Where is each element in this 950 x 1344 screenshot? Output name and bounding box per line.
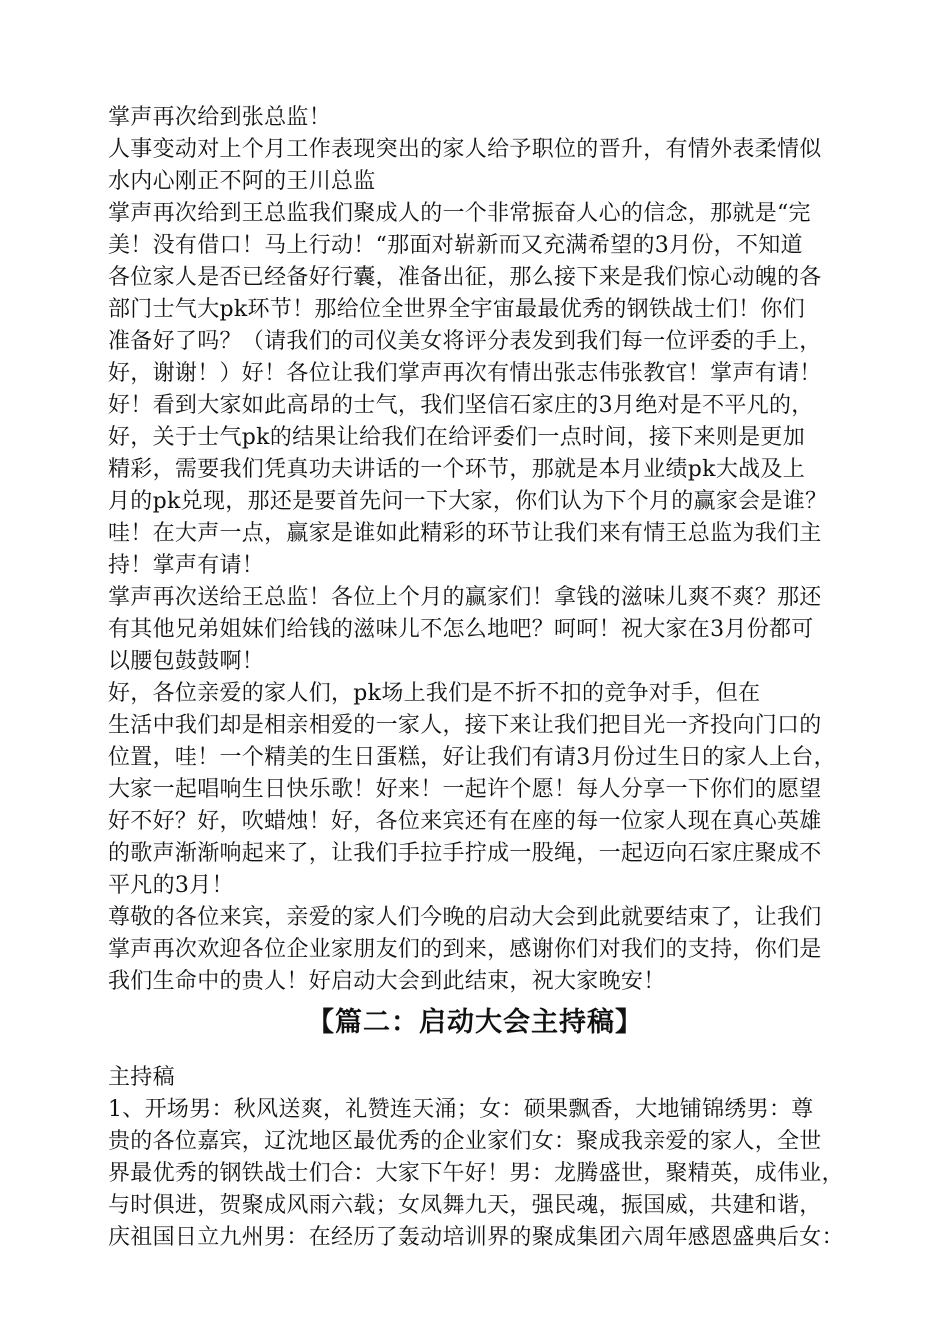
text-line: 掌声再次送给王总监！各位上个月的赢家们！拿钱的滋味儿爽不爽？那还 — [108, 585, 822, 610]
text-line: 精彩，需要我们凭真功夫讲话的一个环节，那就是本月业绩pk大战及上 — [108, 457, 806, 482]
text-line: 以腰包鼓鼓啊！ — [108, 649, 265, 674]
text-line: 掌声再次给到王总监我们聚成人的一个非常振奋人心的信念，那就是“完 — [108, 201, 811, 226]
text-line: 位置，哇！一个精美的生日蛋糕，好让我们有请3月份过生日的家人上台， — [108, 745, 836, 770]
text-line: 的歌声渐渐响起来了，让我们手拉手拧成一股绳，一起迈向石家庄聚成不 — [108, 841, 822, 866]
text-line: 尊敬的各位来宾，亲爱的家人们今晚的启动大会到此就要结束了，让我们 — [108, 905, 822, 930]
text-line: 大家一起唱响生日快乐歌！好来！一起许个愿！每人分享一下你们的愿望 — [108, 777, 822, 802]
text-line: 各位家人是否已经备好行囊，准备出征，那么接下来是我们惊心动魄的各 — [108, 265, 822, 290]
text-line: 与时俱进，贺聚成风雨六载；女凤舞九天，强民魂，振国威，共建和谐， — [108, 1193, 822, 1218]
text-line: 主持稿 — [108, 1065, 175, 1090]
text-line: 贵的各位嘉宾，辽沈地区最优秀的企业家们女：聚成我亲爱的家人，全世 — [108, 1129, 822, 1154]
text-line: 人事变动对上个月工作表现突出的家人给予职位的晋升，有情外表柔情似 — [108, 137, 822, 162]
text-line: 我们生命中的贵人！好启动大会到此结束，祝大家晚安！ — [108, 969, 666, 994]
text-line: 好，各位亲爱的家人们，pk场上我们是不折不扣的竞争对手，但在 — [108, 681, 761, 706]
section-heading: 【篇二：启动大会主持稿】 — [307, 1007, 643, 1038]
text-line: 庆祖国日立九州男：在经历了轰动培训界的聚成集团六周年感恩盛典后女： — [108, 1225, 844, 1250]
text-line: 准备好了吗？（请我们的司仪美女将评分表发到我们每一位评委的手上， — [108, 329, 822, 354]
text-line: 持！掌声有请！ — [108, 553, 265, 578]
text-line: 有其他兄弟姐妹们给钱的滋味儿不怎么地吧？呵呵！祝大家在3月份都可 — [108, 617, 814, 642]
text-line: 平凡的3月！ — [108, 873, 234, 898]
text-line: 生活中我们却是相亲相爱的一家人，接下来让我们把目光一齐投向门口的 — [108, 713, 822, 738]
text-line: 好！看到大家如此高昂的士气，我们坚信石家庄的3月绝对是不平凡的， — [108, 393, 814, 418]
text-line: 界最优秀的钢铁战士们合：大家下午好！男：龙腾盛世，聚精英，成伟业， — [108, 1161, 844, 1186]
text-line: 掌声再次欢迎各位企业家朋友们的到来，感谢你们对我们的支持，你们是 — [108, 937, 822, 962]
text-line: 好，谢谢！）好！各位让我们掌声再次有情出张志伟张教官！掌声有请！ — [108, 361, 822, 386]
text-line: 水内心刚正不阿的王川总监 — [108, 169, 376, 194]
text-line: 部门士气大pk环节！那给位全世界全宇宙最最优秀的钢铁战士们！你们 — [108, 297, 806, 322]
text-line: 好不好？好，吹蜡烛！好，各位来宾还有在座的每一位家人现在真心英雄 — [108, 809, 822, 834]
text-line: 1、开场男：秋风送爽，礼赞连天涌；女：硕果飘香，大地铺锦绣男：尊 — [108, 1097, 814, 1122]
text-line: 哇！在大声一点，赢家是谁如此精彩的环节让我们来有情王总监为我们主 — [108, 521, 822, 546]
text-line: 好，关于士气pk的结果让给我们在给评委们一点时间，接下来则是更加 — [108, 425, 806, 450]
text-line: 美！没有借口！马上行动！“那面对崭新而又充满希望的3月份，不知道 — [108, 233, 803, 258]
text-line: 月的pk兑现，那还是要首先问一下大家，你们认为下个月的赢家会是谁？ — [108, 489, 828, 514]
text-line: 掌声再次给到张总监！ — [108, 105, 332, 130]
